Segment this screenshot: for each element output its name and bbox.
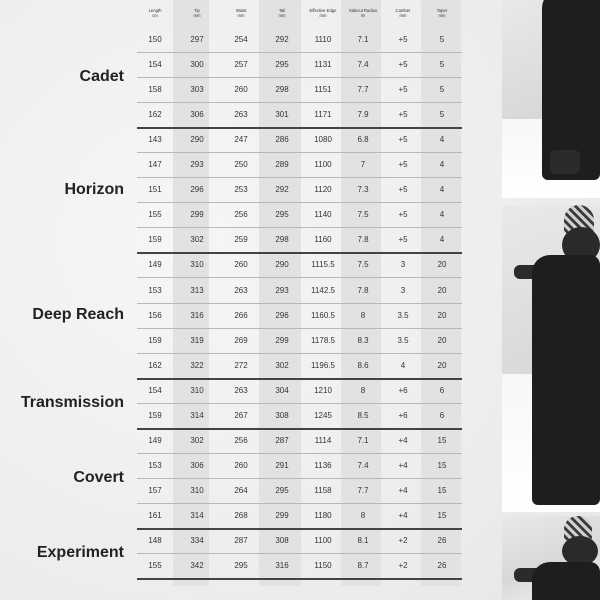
table-cell: 4 <box>439 210 445 220</box>
table-cell: 8.3 <box>357 335 369 345</box>
table-row <box>137 429 462 454</box>
table-cell: 290 <box>275 260 289 270</box>
table-cell: 20 <box>437 260 447 270</box>
table-row <box>137 554 462 580</box>
table-cell: 289 <box>275 160 289 170</box>
table-row <box>137 504 462 530</box>
column-header: Tip mm <box>193 8 201 18</box>
table-cell: 150 <box>148 35 162 44</box>
table-cell: 1180 <box>314 510 332 520</box>
table-row <box>137 354 462 380</box>
table-cell: +5 <box>398 185 408 195</box>
table-cell: 20 <box>437 285 447 295</box>
table-cell: 308 <box>275 536 289 545</box>
table-cell: 260 <box>234 460 248 470</box>
table-cell: 8 <box>360 310 366 320</box>
table-cell: 20 <box>437 310 447 320</box>
table-cell: 7.9 <box>357 110 369 120</box>
table-cell: +5 <box>398 160 408 170</box>
table-cell: 1210 <box>314 385 332 395</box>
table-cell: 272 <box>234 360 248 370</box>
table-cell: 268 <box>234 510 248 520</box>
table-cell: 1115.5 <box>311 260 335 270</box>
table-cell: 295 <box>275 60 289 70</box>
table-cell: 1245 <box>314 410 332 420</box>
column-header: Camber mm <box>395 8 411 18</box>
table-cell: 314 <box>190 510 204 520</box>
table-cell: 6.8 <box>357 135 369 145</box>
table-cell: +5 <box>398 60 408 70</box>
table-cell: 162 <box>148 110 162 120</box>
table-cell: 286 <box>275 135 289 145</box>
table-cell: 8.5 <box>357 410 369 420</box>
table-row <box>137 53 462 78</box>
table-cell: +4 <box>398 485 408 495</box>
table-cell: 26 <box>437 536 447 545</box>
table-cell: +6 <box>398 385 408 395</box>
table-cell: 159 <box>148 335 162 345</box>
table-cell: 3.5 <box>397 335 409 345</box>
table-cell: 7.5 <box>357 260 369 270</box>
table-cell: 334 <box>190 536 204 545</box>
table-cell: 290 <box>190 135 204 145</box>
table-row <box>137 304 462 329</box>
table-cell: 4 <box>439 235 445 245</box>
table-cell: 301 <box>275 110 289 120</box>
table-row <box>137 329 462 354</box>
table-cell: 26 <box>437 561 447 571</box>
table-cell: 155 <box>148 210 162 220</box>
table-cell: 7.8 <box>357 235 369 245</box>
table-cell: 8.1 <box>357 536 369 545</box>
table-cell: 7.4 <box>357 60 369 70</box>
table-row <box>137 379 462 404</box>
spec-table <box>137 0 462 600</box>
table-cell: 299 <box>275 510 289 520</box>
table-row <box>137 103 462 129</box>
table-cell: 3 <box>400 260 406 270</box>
table-cell: 295 <box>234 561 248 571</box>
rider-photo-bottom <box>502 516 600 600</box>
table-row <box>137 479 462 504</box>
rider-photo-top <box>502 0 600 198</box>
table-row <box>137 279 462 304</box>
table-cell: +5 <box>398 135 408 145</box>
table-cell: 308 <box>275 410 289 420</box>
table-cell: 296 <box>190 185 204 195</box>
table-cell: 264 <box>234 485 248 495</box>
table-cell: +2 <box>398 561 408 571</box>
table-cell: 310 <box>190 385 204 395</box>
table-cell: 295 <box>275 485 289 495</box>
table-cell: 149 <box>148 260 162 270</box>
table-cell: +4 <box>398 435 408 445</box>
table-cell: 1160.5 <box>311 310 335 320</box>
table-cell: 1171 <box>314 110 332 120</box>
table-cell: 4 <box>439 160 445 170</box>
table-cell: 3.5 <box>397 310 409 320</box>
table-cell: 4 <box>439 135 445 145</box>
table-cell: 303 <box>190 85 204 95</box>
model-name: Experiment <box>36 544 124 562</box>
table-cell: +5 <box>398 235 408 245</box>
column-header: Taper mm <box>436 8 448 18</box>
model-name: Cadet <box>79 68 124 86</box>
table-cell: 316 <box>275 561 289 571</box>
table-cell: 156 <box>148 310 162 320</box>
table-cell: 250 <box>234 160 248 170</box>
table-cell: +4 <box>398 460 408 470</box>
table-cell: 8 <box>360 510 366 520</box>
column-header: Effective Edge mm <box>309 8 337 18</box>
table-cell: 1114 <box>314 435 332 445</box>
table-cell: 310 <box>190 485 204 495</box>
table-cell: 266 <box>234 310 248 320</box>
table-cell: 20 <box>437 360 447 370</box>
table-cell: 287 <box>275 435 289 445</box>
table-cell: 1196.5 <box>311 360 335 370</box>
table-cell: 149 <box>148 435 162 445</box>
table-cell: 257 <box>234 60 248 70</box>
table-cell: 1100 <box>314 160 332 170</box>
table-cell: 7.4 <box>357 460 369 470</box>
table-cell: 3 <box>400 285 406 295</box>
table-cell: 1160 <box>314 235 332 245</box>
table-cell: 1136 <box>314 460 332 470</box>
rider-figure <box>532 255 600 505</box>
model-name: Transmission <box>20 393 124 411</box>
table-cell: 293 <box>275 285 289 295</box>
table-row <box>137 253 462 278</box>
table-row <box>137 404 462 430</box>
column-header: Tail mm <box>278 8 286 18</box>
table-row <box>137 153 462 178</box>
table-cell: 256 <box>234 210 248 220</box>
table-cell: 322 <box>190 360 204 370</box>
table-cell: 299 <box>190 210 204 220</box>
table-cell: +6 <box>398 410 408 420</box>
table-cell: 267 <box>234 410 248 420</box>
table-cell: 263 <box>234 385 248 395</box>
table-cell: 143 <box>148 135 162 145</box>
column-header: Length cm <box>148 8 162 18</box>
table-cell: 8.6 <box>357 360 369 370</box>
table-cell: 1158 <box>314 485 332 495</box>
table-cell: 295 <box>275 210 289 220</box>
table-cell: 269 <box>234 335 248 345</box>
table-cell: 1151 <box>314 85 332 95</box>
table-cell: 153 <box>148 460 162 470</box>
table-cell: 256 <box>234 435 248 445</box>
table-cell: +4 <box>398 510 408 520</box>
table-cell: 306 <box>190 460 204 470</box>
table-cell: 263 <box>234 110 248 120</box>
table-cell: 7.8 <box>357 285 369 295</box>
table-cell: 20 <box>437 335 447 345</box>
table-cell: 155 <box>148 561 162 571</box>
table-cell: 291 <box>275 460 289 470</box>
table-cell: 1120 <box>314 185 332 195</box>
table-cell: +5 <box>398 35 408 44</box>
table-cell: 260 <box>234 260 248 270</box>
table-cell: 158 <box>148 85 162 95</box>
table-cell: 310 <box>190 260 204 270</box>
table-cell: 154 <box>148 60 162 70</box>
table-cell: 319 <box>190 335 204 345</box>
table-cell: 148 <box>148 536 162 545</box>
table-cell: 293 <box>190 160 204 170</box>
table-cell: 304 <box>275 385 289 395</box>
table-cell: 7.1 <box>357 35 369 44</box>
table-cell: 302 <box>275 360 289 370</box>
table-cell: 15 <box>437 485 447 495</box>
table-cell: 5 <box>439 60 445 70</box>
table-cell: 161 <box>148 510 162 520</box>
rider-boot <box>550 150 580 174</box>
table-cell: 15 <box>437 460 447 470</box>
table-cell: 5 <box>439 110 445 120</box>
table-cell: 297 <box>190 35 204 44</box>
table-cell: 5 <box>439 85 445 95</box>
table-cell: 6 <box>439 410 445 420</box>
model-name: Deep Reach <box>32 306 124 324</box>
table-cell: 302 <box>190 435 204 445</box>
table-cell: 7.5 <box>357 210 369 220</box>
table-cell: 316 <box>190 310 204 320</box>
table-cell: 15 <box>437 435 447 445</box>
model-name: Horizon <box>64 180 124 198</box>
table-row <box>137 128 462 153</box>
table-cell: 154 <box>148 385 162 395</box>
table-cell: 314 <box>190 410 204 420</box>
table-cell: 287 <box>234 536 248 545</box>
table-cell: 1140 <box>314 210 332 220</box>
table-cell: 7.7 <box>357 485 369 495</box>
table-cell: 1150 <box>314 561 332 571</box>
table-cell: 1110 <box>314 35 332 44</box>
table-cell: 8.7 <box>357 561 369 571</box>
column-header: Waist mm <box>235 8 247 18</box>
table-cell: 253 <box>234 185 248 195</box>
table-cell: 296 <box>275 310 289 320</box>
table-cell: +5 <box>398 85 408 95</box>
table-cell: 7 <box>360 160 366 170</box>
table-cell: 1080 <box>314 135 332 145</box>
table-cell: 254 <box>234 35 248 44</box>
table-cell: 292 <box>275 185 289 195</box>
table-cell: 7.7 <box>357 85 369 95</box>
table-cell: 298 <box>275 85 289 95</box>
table-cell: 159 <box>148 410 162 420</box>
table-cell: 1142.5 <box>311 285 335 295</box>
table-row <box>137 178 462 203</box>
model-name: Covert <box>73 468 124 486</box>
table-cell: 247 <box>234 135 248 145</box>
table-cell: +2 <box>398 536 408 545</box>
column-header: Sidecut Radius M <box>348 8 378 18</box>
table-cell: 159 <box>148 235 162 245</box>
table-cell: 302 <box>190 235 204 245</box>
table-cell: 292 <box>275 35 289 44</box>
table-row <box>137 228 462 254</box>
table-cell: 260 <box>234 85 248 95</box>
table-cell: 5 <box>439 35 445 44</box>
table-cell: 300 <box>190 60 204 70</box>
table-cell: +5 <box>398 210 408 220</box>
table-row <box>137 529 462 554</box>
table-cell: 313 <box>190 285 204 295</box>
rider-photo-middle <box>502 205 600 512</box>
table-cell: 1100 <box>314 536 332 545</box>
table-row <box>137 28 462 53</box>
table-cell: 151 <box>148 185 162 195</box>
table-cell: 147 <box>148 160 162 170</box>
table-row <box>137 78 462 103</box>
table-cell: 7.3 <box>357 185 369 195</box>
table-cell: 1178.5 <box>311 335 335 345</box>
table-cell: 7.1 <box>357 435 369 445</box>
table-cell: 342 <box>190 561 204 571</box>
table-cell: 306 <box>190 110 204 120</box>
table-cell: 4 <box>400 360 406 370</box>
table-row <box>137 203 462 228</box>
table-cell: 1131 <box>314 60 332 70</box>
table-cell: 299 <box>275 335 289 345</box>
table-cell: 8 <box>360 385 366 395</box>
table-cell: 15 <box>437 510 447 520</box>
table-cell: +5 <box>398 110 408 120</box>
table-cell: 4 <box>439 185 445 195</box>
table-cell: 162 <box>148 360 162 370</box>
table-cell: 6 <box>439 385 445 395</box>
table-row <box>137 454 462 479</box>
table-cell: 259 <box>234 235 248 245</box>
table-cell: 263 <box>234 285 248 295</box>
table-cell: 157 <box>148 485 162 495</box>
table-cell: 153 <box>148 285 162 295</box>
table-cell: 298 <box>275 235 289 245</box>
rider-figure <box>532 562 600 600</box>
